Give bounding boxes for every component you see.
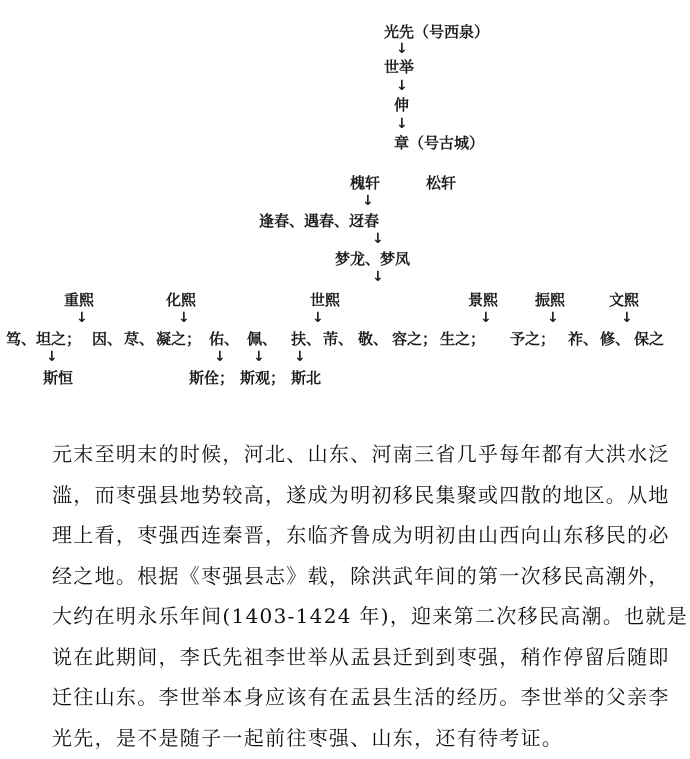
down-arrow-icon: ↓ <box>253 349 265 365</box>
gen8-jingxi: 景熙 <box>468 291 499 309</box>
down-arrow-icon: ↓ <box>46 349 58 365</box>
gen10-name: 斯北 <box>291 369 322 387</box>
gen9-name: 荩、 <box>124 330 155 348</box>
gen9-name: 予之； <box>510 330 556 348</box>
paragraph-line: 理上看，枣强西连秦晋，东临齐鲁成为明初由山西向山东移民的必 <box>52 523 670 547</box>
gen9-name: 笃、坦之； <box>6 330 82 348</box>
gen9-name: 凝之； <box>156 330 202 348</box>
gen9-name: 修、 <box>600 330 631 348</box>
paragraph-line: 经之地。根据《枣强县志》载，除洪武年间的第一次移民高潮外， <box>52 563 670 588</box>
down-arrow-icon: ↓ <box>396 41 408 57</box>
down-arrow-icon: ↓ <box>480 310 492 326</box>
gen8-zhenxi: 振熙 <box>535 291 566 309</box>
gen8-chongxi: 重熙 <box>64 291 95 309</box>
body-paragraph <box>52 434 689 758</box>
gen2-shiju: 世举 <box>384 58 415 76</box>
gen9-name: 佩、 <box>247 330 278 348</box>
paragraph-line: 大约在明永乐年间(1403-1424 年)，迎来第二次移民高潮。也就是 <box>52 604 689 628</box>
down-arrow-icon: ↓ <box>372 269 384 285</box>
gen5-huaixuan: 槐轩 <box>350 174 381 192</box>
gen10-name: 斯佺； <box>189 369 235 387</box>
gen9-name: 佑、 <box>209 330 240 348</box>
down-arrow-icon: ↓ <box>547 310 559 326</box>
paragraph-line: 元末至明末的时候，河北、山东、河南三省几乎每年都有大洪水泛 <box>52 442 670 466</box>
gen9-name: 祚、 <box>568 330 599 348</box>
down-arrow-icon: ↓ <box>76 310 88 326</box>
gen8-wenxi: 文熙 <box>609 291 640 309</box>
gen9-name: 扶、 <box>291 330 322 348</box>
gen7-brothers: 梦龙、梦凤 <box>335 250 411 268</box>
gen6-brothers: 逢春、遇春、迓春 <box>259 212 380 230</box>
gen9-name: 因、 <box>92 330 123 348</box>
gen9-name: 保之 <box>634 330 665 348</box>
down-arrow-icon: ↓ <box>396 78 408 94</box>
down-arrow-icon: ↓ <box>178 310 190 326</box>
gen10-name: 斯恒 <box>43 369 74 387</box>
down-arrow-icon: ↓ <box>362 193 374 209</box>
gen8-huaxi: 化熙 <box>166 291 197 309</box>
gen9-name: 容之； <box>392 330 438 348</box>
gen9-name: 生之； <box>440 330 486 348</box>
gen3-shen: 伸 <box>394 96 410 114</box>
gen1-guangxian: 光先（号西泉） <box>384 23 490 41</box>
gen10-name: 斯观； <box>240 369 286 387</box>
paragraph-line: 迁往山东。李世举本身应该有在盂县生活的经历。李世举的父亲李 <box>52 685 670 709</box>
down-arrow-icon: ↓ <box>621 310 633 326</box>
paragraph-line: 说在此期间，李氏先祖李世举从盂县迁到到枣强，稍作停留后随即 <box>52 644 670 669</box>
gen9-name: 敬、 <box>358 330 389 348</box>
down-arrow-icon: ↓ <box>312 310 324 326</box>
down-arrow-icon: ↓ <box>396 116 408 132</box>
down-arrow-icon: ↓ <box>372 231 384 247</box>
paragraph-line: 滥，而枣强县地势较高，遂成为明初移民集聚或四散的地区。从地 <box>52 482 670 507</box>
gen5-songxuan: 松轩 <box>426 174 457 192</box>
down-arrow-icon: ↓ <box>214 349 226 365</box>
down-arrow-icon: ↓ <box>294 349 306 365</box>
gen4-zhang: 章（号古城） <box>394 134 485 152</box>
paragraph-line: 光先，是不是随子一起前往枣强、山东，还有待考证。 <box>52 725 564 750</box>
gen8-shixi: 世熙 <box>310 291 341 309</box>
gen9-name: 芾、 <box>323 330 354 348</box>
